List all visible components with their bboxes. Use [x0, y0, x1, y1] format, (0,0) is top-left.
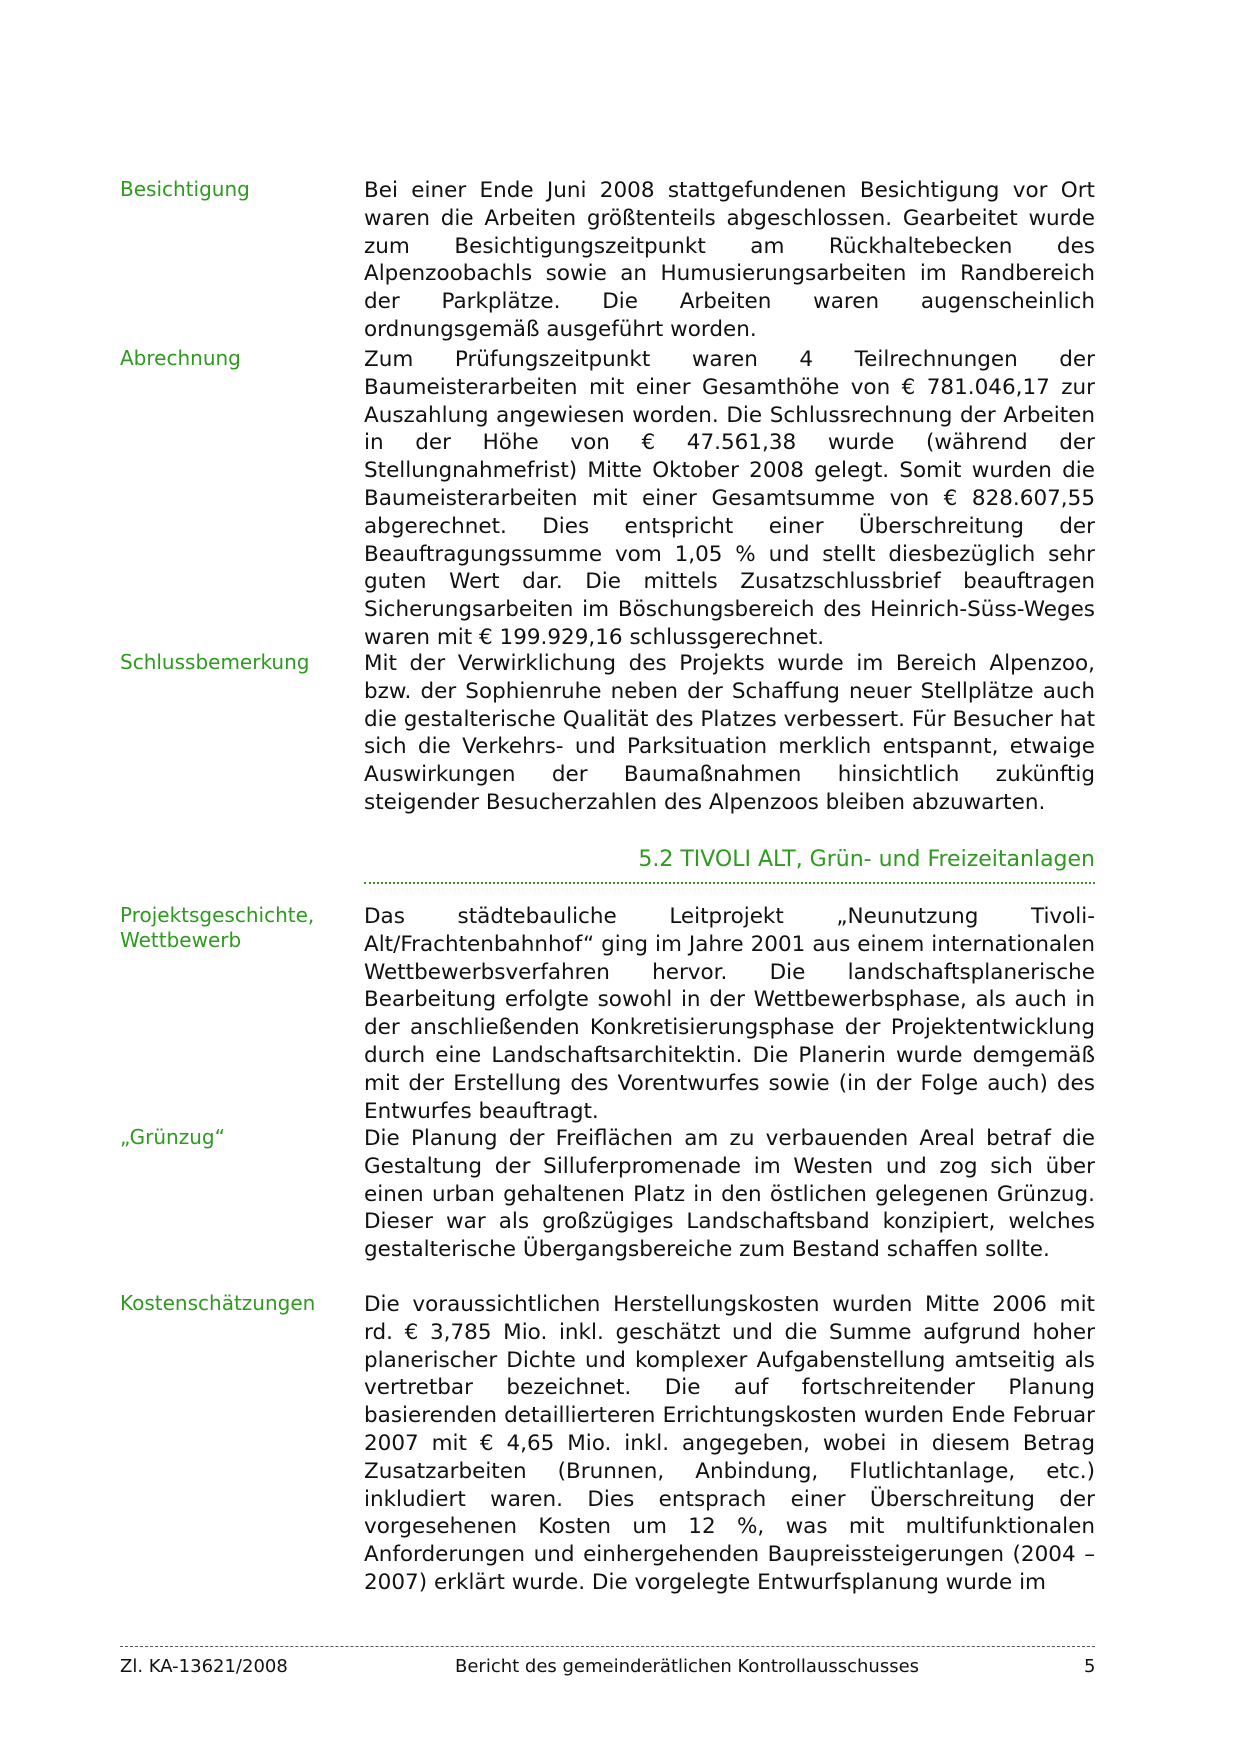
footer-title: Bericht des gemeinderätlichen Kontrollausschusses — [455, 1656, 920, 1677]
margin-label-besichtigung: Besichtigung — [120, 177, 250, 201]
paragraph-gruenzug: Die Planung der Freiflächen am zu verbauenden Areal betraf die Gestaltung der Silluferpromenade im Westen und zog sich über einen urban gehaltenen Platz in den östlichen gelegenen Grünzug. Dieser war als großzügiges Landschaftsband konzipiert, welches gestalterische Übergangsbereiche zum Bestand schaffen sollte. — [364, 1126, 1095, 1263]
section-heading-rule — [364, 844, 1095, 884]
paragraph-schlussbemerkung: Mit der Verwirklichung des Projekts wurde im Bereich Alpenzoo, bzw. der Sophienruhe neben der Schaffung neuer Stellplätze auch die gestalterische Qualität des Platzes verbessert. Für Besucher hat sich die Verkehrs- und Parksituation merklich entspannt, etwaige Auswirkungen der Baumaßnahmen hinsichtlich zukünftig steigender Besucherzahlen des Alpenzoos bleiben abzuwarten. — [364, 651, 1095, 815]
paragraph-projektsgeschichte: Das städtebauliche Leitprojekt „Neunutzung Tivoli-Alt/Frachtenbahnhof“ ging im Jahre 2001 aus einem internationalen Wettbewerbsverfahren hervor. Die landschaftsplanerische Bearbeitung erfolgte sowohl in der Wettbewerbsphase, als auch in der anschließenden Konkretisierungsphase der Projektentwicklung durch eine Landschaftsarchitektin. Die Planerin wurde demgemäß mit der Erstellung des Vorentwurfes sowie (in der Folge auch) des Entwurfes beauftragt. — [364, 904, 1095, 1124]
margin-label-gruenzug: „Grünzug“ — [120, 1125, 225, 1149]
margin-label-kostenschaetzungen: Kostenschätzungen — [120, 1291, 316, 1315]
margin-label-projektsgeschichte: Projektsgeschichte, Wettbewerb — [120, 903, 315, 952]
margin-label-abrechnung: Abrechnung — [120, 346, 241, 370]
paragraph-abrechnung: Zum Prüfungszeitpunkt waren 4 Teilrechnungen der Baumeisterarbeiten mit einer Gesamthöhe von € 781.046,17 zur Auszahlung angewiesen worden. Die Schlussrechnung der Arbeiten in der Höhe von € 47.561,38 wurde (während der Stellungnahmefrist) Mitte Oktober 2008 gelegt. Somit wurden die Baumeisterarbeiten mit einer Gesamtsumme von € 828.607,55 abgerechnet. Dies entspricht einer Überschreitung der Beauftragungssumme vom 1,05 % und stellt diesbezüglich sehr guten Wert dar. Die mittels Zusatzschlussbrief beauftragen Sicherungsarbeiten im Böschungsbereich des Heinrich-Süss-Weges waren mit € 199.929,16 schlussgerechnet. — [364, 347, 1095, 650]
margin-label-schlussbemerkung: Schlussbemerkung — [120, 650, 310, 674]
paragraph-kostenschaetzungen: Die voraussichtlichen Herstellungskosten wurden Mitte 2006 mit rd. € 3,785 Mio. inkl. geschätzt und die Summe aufgrund hoher planerischer Dichte und komplexer Aufgabenstellung amtseitig als vertretbar bezeichnet. Die auf fortschreitender Planung basierenden detaillierteren Errichtungskosten wurden Ende Februar 2007 mit € 4,65 Mio. inkl. angegeben, wobei in diesem Betrag Zusatzarbeiten (Brunnen, Anbindung, Flutlichtanlage, etc.) inkludiert waren. Dies entsprach einer Überschreitung der vorgesehenen Kosten um 12 %, was mit multifunktionalen Anforderungen und einhergehenden Baupreissteigerungen (2004 – 2007) erklärt wurde. Die vorgelegte Entwurfsplanung wurde im — [364, 1292, 1095, 1595]
section-heading: 5.2 TIVOLI ALT, Grün- und Freizeitanlagen — [638, 847, 1095, 872]
footer-reference: Zl. KA-13621/2008 — [120, 1656, 288, 1677]
footer-divider — [120, 1646, 1095, 1647]
paragraph-besichtigung: Bei einer Ende Juni 2008 stattgefundenen Besichtigung vor Ort waren die Arbeiten größtenteils abgeschlossen. Gearbeitet wurde zum Besichtigungszeitpunkt am Rückhaltebecken des Alpenzoobachls sowie an Humusierungsarbeiten im Randbereich der Parkplätze. Die Arbeiten waren augenscheinlich ordnungsgemäß ausgeführt worden. — [364, 178, 1095, 342]
page-number: 5 — [1084, 1656, 1096, 1677]
